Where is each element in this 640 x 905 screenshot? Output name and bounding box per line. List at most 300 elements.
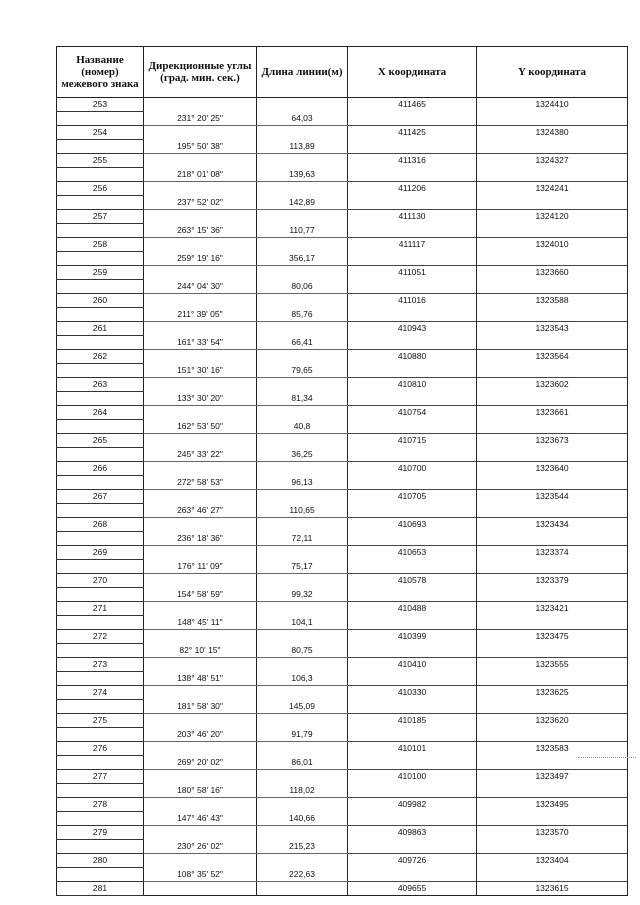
empty-cell (57, 504, 144, 518)
point-name-cell: 261 (57, 322, 144, 336)
empty-cell (144, 154, 257, 168)
segment-row (57, 868, 628, 882)
x-coordinate-cell: 410700 (348, 462, 477, 476)
y-coordinate-cell: 1323661 (477, 406, 628, 420)
empty-cell (144, 574, 257, 588)
empty-cell (257, 490, 348, 504)
empty-cell (348, 336, 477, 350)
empty-cell (144, 350, 257, 364)
y-coordinate-cell: 1323660 (477, 266, 628, 280)
empty-cell (257, 350, 348, 364)
point-name-cell: 266 (57, 462, 144, 476)
direction-angle-cell: 211° 39' 05" (144, 308, 257, 322)
direction-angle-cell: 245° 33' 22" (144, 448, 257, 462)
direction-angle-cell: 237° 52' 02" (144, 196, 257, 210)
empty-cell (257, 126, 348, 140)
empty-cell (257, 546, 348, 560)
line-length-cell: 113,89 (257, 140, 348, 154)
empty-cell (144, 294, 257, 308)
direction-angle-cell: 203° 46' 20" (144, 728, 257, 742)
line-length-cell: 222,63 (257, 868, 348, 882)
line-length-cell: 142,89 (257, 196, 348, 210)
y-coordinate-cell: 1324410 (477, 98, 628, 112)
direction-angle-cell: 244° 04' 30" (144, 280, 257, 294)
direction-angle-cell: 138° 48' 51" (144, 672, 257, 686)
point-name-cell: 273 (57, 658, 144, 672)
point-row (57, 238, 628, 252)
y-coordinate-cell: 1323497 (477, 770, 628, 784)
empty-cell (144, 126, 257, 140)
empty-cell (477, 616, 628, 630)
point-row (57, 770, 628, 784)
empty-cell (57, 280, 144, 294)
empty-cell (57, 868, 144, 882)
empty-cell (348, 728, 477, 742)
empty-cell (57, 784, 144, 798)
y-coordinate-cell: 1323583 (477, 742, 628, 756)
direction-angle-cell: 133° 30' 20" (144, 392, 257, 406)
point-row (57, 518, 628, 532)
direction-angle-cell: 180° 58' 16" (144, 784, 257, 798)
line-length-cell: 64,03 (257, 112, 348, 126)
y-coordinate-cell: 1323673 (477, 434, 628, 448)
line-length-cell: 140,66 (257, 812, 348, 826)
line-length-cell: 96,13 (257, 476, 348, 490)
empty-cell (477, 672, 628, 686)
segment-row (57, 812, 628, 826)
header-x-coordinate: Х координата (348, 47, 477, 98)
empty-cell (57, 672, 144, 686)
empty-cell (348, 476, 477, 490)
empty-cell (477, 364, 628, 378)
x-coordinate-cell: 410488 (348, 602, 477, 616)
point-row (57, 798, 628, 812)
segment-row (57, 336, 628, 350)
y-coordinate-cell: 1323379 (477, 574, 628, 588)
point-name-cell: 265 (57, 434, 144, 448)
line-length-cell: 36,25 (257, 448, 348, 462)
y-coordinate-cell: 1323615 (477, 882, 628, 896)
direction-angle-cell: 230° 26' 02" (144, 840, 257, 854)
empty-cell (348, 840, 477, 854)
empty-cell (57, 364, 144, 378)
empty-cell (477, 728, 628, 742)
x-coordinate-cell: 410880 (348, 350, 477, 364)
empty-cell (257, 98, 348, 112)
empty-cell (57, 728, 144, 742)
segment-row (57, 308, 628, 322)
empty-cell (477, 840, 628, 854)
line-length-cell: 79,65 (257, 364, 348, 378)
empty-cell (57, 196, 144, 210)
line-length-cell: 75,17 (257, 560, 348, 574)
point-row (57, 350, 628, 364)
x-coordinate-cell: 410399 (348, 630, 477, 644)
header-point-name: Название (номер) межевого знака (57, 47, 144, 98)
empty-cell (57, 168, 144, 182)
empty-cell (257, 210, 348, 224)
empty-cell (57, 392, 144, 406)
empty-cell (257, 882, 348, 896)
empty-cell (257, 154, 348, 168)
point-row (57, 490, 628, 504)
empty-cell (144, 742, 257, 756)
y-coordinate-cell: 1324327 (477, 154, 628, 168)
point-row (57, 714, 628, 728)
x-coordinate-cell: 411117 (348, 238, 477, 252)
y-coordinate-cell: 1323543 (477, 322, 628, 336)
line-length-cell: 110,65 (257, 504, 348, 518)
segment-row (57, 112, 628, 126)
segment-row (57, 784, 628, 798)
empty-cell (144, 518, 257, 532)
empty-cell (57, 560, 144, 574)
empty-cell (257, 714, 348, 728)
segment-row (57, 364, 628, 378)
direction-angle-cell: 176° 11' 09" (144, 560, 257, 574)
point-name-cell: 280 (57, 854, 144, 868)
empty-cell (144, 714, 257, 728)
y-coordinate-cell: 1323434 (477, 518, 628, 532)
empty-cell (477, 308, 628, 322)
direction-angle-cell: 108° 35' 52" (144, 868, 257, 882)
x-coordinate-cell: 410578 (348, 574, 477, 588)
point-row (57, 322, 628, 336)
scan-artifact-dots (578, 757, 636, 758)
empty-cell (144, 658, 257, 672)
segment-row (57, 140, 628, 154)
line-length-cell: 215,23 (257, 840, 348, 854)
point-row (57, 378, 628, 392)
y-coordinate-cell: 1323475 (477, 630, 628, 644)
empty-cell (257, 630, 348, 644)
empty-cell (57, 840, 144, 854)
direction-angle-cell: 231° 20' 25" (144, 112, 257, 126)
empty-cell (477, 392, 628, 406)
segment-row (57, 448, 628, 462)
x-coordinate-cell: 410754 (348, 406, 477, 420)
empty-cell (348, 364, 477, 378)
direction-angle-cell: 263° 46' 27" (144, 504, 257, 518)
point-name-cell: 258 (57, 238, 144, 252)
y-coordinate-cell: 1324010 (477, 238, 628, 252)
y-coordinate-cell: 1323404 (477, 854, 628, 868)
point-name-cell: 270 (57, 574, 144, 588)
direction-angle-cell: 218° 01' 08" (144, 168, 257, 182)
empty-cell (144, 854, 257, 868)
empty-cell (477, 252, 628, 266)
point-name-cell: 256 (57, 182, 144, 196)
y-coordinate-cell: 1323620 (477, 714, 628, 728)
empty-cell (257, 658, 348, 672)
point-name-cell: 275 (57, 714, 144, 728)
direction-angle-cell: 161° 33' 54" (144, 336, 257, 350)
point-row (57, 294, 628, 308)
segment-row (57, 168, 628, 182)
line-length-cell: 40,8 (257, 420, 348, 434)
empty-cell (57, 532, 144, 546)
x-coordinate-cell: 410693 (348, 518, 477, 532)
empty-cell (348, 672, 477, 686)
empty-cell (57, 420, 144, 434)
point-name-cell: 272 (57, 630, 144, 644)
direction-angle-cell: 269° 20' 02" (144, 756, 257, 770)
empty-cell (257, 406, 348, 420)
empty-cell (144, 378, 257, 392)
line-length-cell: 66,41 (257, 336, 348, 350)
segment-row (57, 252, 628, 266)
x-coordinate-cell: 409982 (348, 798, 477, 812)
point-name-cell: 257 (57, 210, 144, 224)
empty-cell (348, 280, 477, 294)
line-length-cell: 145,09 (257, 700, 348, 714)
empty-cell (477, 224, 628, 238)
empty-cell (348, 868, 477, 882)
point-name-cell: 259 (57, 266, 144, 280)
empty-cell (144, 462, 257, 476)
point-name-cell: 274 (57, 686, 144, 700)
segment-row (57, 644, 628, 658)
line-length-cell: 80,75 (257, 644, 348, 658)
y-coordinate-cell: 1323588 (477, 294, 628, 308)
line-length-cell: 81,34 (257, 392, 348, 406)
empty-cell (57, 140, 144, 154)
segment-row (57, 756, 628, 770)
empty-cell (348, 112, 477, 126)
segment-row (57, 532, 628, 546)
x-coordinate-cell: 411316 (348, 154, 477, 168)
point-name-cell: 255 (57, 154, 144, 168)
empty-cell (144, 182, 257, 196)
x-coordinate-cell: 411425 (348, 126, 477, 140)
empty-cell (257, 826, 348, 840)
y-coordinate-cell: 1323640 (477, 462, 628, 476)
empty-cell (257, 602, 348, 616)
x-coordinate-cell: 411465 (348, 98, 477, 112)
segment-row (57, 588, 628, 602)
header-direction-angles: Дирекционные углы (град. мин. сек.) (144, 47, 257, 98)
header-y-coordinate: Y координата (477, 47, 628, 98)
empty-cell (144, 826, 257, 840)
x-coordinate-cell: 410100 (348, 770, 477, 784)
y-coordinate-cell: 1323564 (477, 350, 628, 364)
empty-cell (477, 644, 628, 658)
empty-cell (348, 252, 477, 266)
segment-row (57, 420, 628, 434)
point-name-cell: 269 (57, 546, 144, 560)
point-name-cell: 260 (57, 294, 144, 308)
direction-angle-cell: 147° 46' 43" (144, 812, 257, 826)
segment-row (57, 560, 628, 574)
point-row (57, 434, 628, 448)
direction-angle-cell: 272° 58' 53" (144, 476, 257, 490)
point-name-cell: 253 (57, 98, 144, 112)
empty-cell (257, 742, 348, 756)
empty-cell (477, 336, 628, 350)
empty-cell (477, 476, 628, 490)
empty-cell (144, 238, 257, 252)
direction-angle-cell: 181° 58' 30" (144, 700, 257, 714)
direction-angle-cell: 151° 30' 16" (144, 364, 257, 378)
empty-cell (348, 812, 477, 826)
point-row (57, 686, 628, 700)
empty-cell (257, 686, 348, 700)
direction-angle-cell: 82° 10' 15" (144, 644, 257, 658)
empty-cell (257, 266, 348, 280)
segment-row (57, 504, 628, 518)
segment-row (57, 476, 628, 490)
line-length-cell: 99,32 (257, 588, 348, 602)
empty-cell (348, 420, 477, 434)
x-coordinate-cell: 411206 (348, 182, 477, 196)
y-coordinate-cell: 1323374 (477, 546, 628, 560)
empty-cell (144, 798, 257, 812)
empty-cell (144, 602, 257, 616)
direction-angle-cell: 148° 45' 11" (144, 616, 257, 630)
point-name-cell: 279 (57, 826, 144, 840)
segment-row (57, 196, 628, 210)
point-row (57, 602, 628, 616)
line-length-cell: 118,02 (257, 784, 348, 798)
segment-row (57, 672, 628, 686)
empty-cell (57, 756, 144, 770)
x-coordinate-cell: 410330 (348, 686, 477, 700)
empty-cell (257, 238, 348, 252)
x-coordinate-cell: 410101 (348, 742, 477, 756)
line-length-cell: 139,63 (257, 168, 348, 182)
x-coordinate-cell: 410705 (348, 490, 477, 504)
empty-cell (477, 560, 628, 574)
empty-cell (348, 700, 477, 714)
empty-cell (477, 784, 628, 798)
point-name-cell: 264 (57, 406, 144, 420)
line-length-cell: 85,76 (257, 308, 348, 322)
direction-angle-cell: 259° 19' 16" (144, 252, 257, 266)
empty-cell (477, 588, 628, 602)
segment-row (57, 224, 628, 238)
point-name-cell: 276 (57, 742, 144, 756)
empty-cell (477, 504, 628, 518)
empty-cell (257, 798, 348, 812)
y-coordinate-cell: 1324241 (477, 182, 628, 196)
segment-row (57, 392, 628, 406)
point-name-cell: 262 (57, 350, 144, 364)
table-body (57, 98, 628, 896)
empty-cell (57, 812, 144, 826)
header-line-length: Длина линии(м) (257, 47, 348, 98)
empty-cell (57, 588, 144, 602)
empty-cell (348, 784, 477, 798)
y-coordinate-cell: 1323421 (477, 602, 628, 616)
empty-cell (257, 182, 348, 196)
x-coordinate-cell: 410943 (348, 322, 477, 336)
y-coordinate-cell: 1323555 (477, 658, 628, 672)
empty-cell (257, 574, 348, 588)
y-coordinate-cell: 1323602 (477, 378, 628, 392)
empty-cell (57, 448, 144, 462)
empty-cell (348, 224, 477, 238)
empty-cell (348, 756, 477, 770)
line-length-cell: 356,17 (257, 252, 348, 266)
empty-cell (57, 224, 144, 238)
segment-row (57, 700, 628, 714)
table-header-row (57, 47, 628, 98)
empty-cell (257, 854, 348, 868)
empty-cell (57, 336, 144, 350)
empty-cell (348, 448, 477, 462)
empty-cell (57, 308, 144, 322)
direction-angle-cell: 195° 50' 38" (144, 140, 257, 154)
line-length-cell: 91,79 (257, 728, 348, 742)
line-length-cell: 106,3 (257, 672, 348, 686)
point-row (57, 826, 628, 840)
x-coordinate-cell: 410653 (348, 546, 477, 560)
empty-cell (257, 770, 348, 784)
direction-angle-cell: 236° 18' 36" (144, 532, 257, 546)
line-length-cell: 110,77 (257, 224, 348, 238)
y-coordinate-cell: 1323570 (477, 826, 628, 840)
point-row (57, 182, 628, 196)
empty-cell (348, 560, 477, 574)
empty-cell (348, 392, 477, 406)
empty-cell (477, 700, 628, 714)
segment-row (57, 728, 628, 742)
segment-row (57, 616, 628, 630)
empty-cell (144, 770, 257, 784)
empty-cell (348, 168, 477, 182)
empty-cell (57, 476, 144, 490)
empty-cell (57, 644, 144, 658)
point-row (57, 462, 628, 476)
point-row (57, 658, 628, 672)
empty-cell (144, 882, 257, 896)
line-length-cell: 72,11 (257, 532, 348, 546)
point-row (57, 266, 628, 280)
empty-cell (477, 812, 628, 826)
empty-cell (477, 420, 628, 434)
y-coordinate-cell: 1324380 (477, 126, 628, 140)
empty-cell (257, 462, 348, 476)
segment-row (57, 840, 628, 854)
empty-cell (257, 434, 348, 448)
x-coordinate-cell: 411130 (348, 210, 477, 224)
point-name-cell: 263 (57, 378, 144, 392)
empty-cell (144, 686, 257, 700)
empty-cell (57, 252, 144, 266)
empty-cell (477, 532, 628, 546)
direction-angle-cell: 263° 15' 36" (144, 224, 257, 238)
empty-cell (477, 196, 628, 210)
point-row (57, 210, 628, 224)
empty-cell (348, 644, 477, 658)
empty-cell (348, 308, 477, 322)
empty-cell (477, 868, 628, 882)
segment-row (57, 280, 628, 294)
point-row (57, 630, 628, 644)
empty-cell (144, 322, 257, 336)
line-length-cell: 86,01 (257, 756, 348, 770)
empty-cell (348, 140, 477, 154)
point-name-cell: 254 (57, 126, 144, 140)
point-name-cell: 271 (57, 602, 144, 616)
y-coordinate-cell: 1323495 (477, 798, 628, 812)
empty-cell (57, 700, 144, 714)
empty-cell (144, 630, 257, 644)
point-row (57, 126, 628, 140)
line-length-cell: 104,1 (257, 616, 348, 630)
empty-cell (257, 518, 348, 532)
empty-cell (348, 616, 477, 630)
